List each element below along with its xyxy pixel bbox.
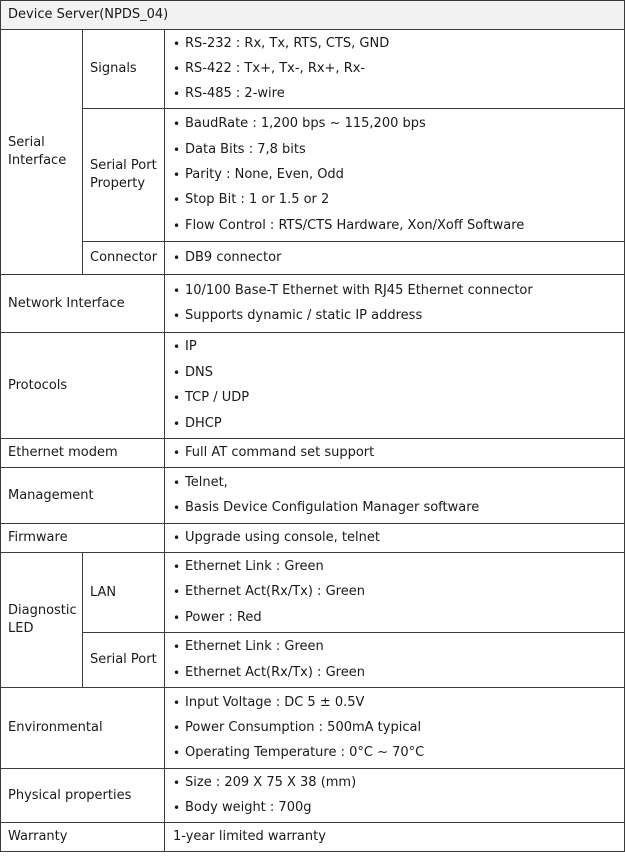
list-item: [173, 245, 624, 270]
bullet-icon: •: [173, 365, 181, 380]
lan-value: [165, 553, 625, 633]
protocols-label: Protocols: [1, 333, 165, 439]
list-item-text: Size : 209 X 75 X 38 (mm): [185, 774, 357, 790]
list-item-text: DNS: [185, 364, 213, 380]
physical-properties-value: [165, 769, 625, 823]
serial-port-label: Serial Port: [83, 633, 165, 688]
list-item-text: Power Consumption : 500mA typical: [185, 719, 422, 735]
bullet-icon: •: [173, 87, 181, 102]
list-item: [173, 112, 624, 137]
bullet-icon: •: [173, 501, 181, 516]
management-value: [165, 468, 625, 524]
network-interface-label: Network Interface: [1, 275, 165, 333]
list-item-text: RS-232 : Rx, Tx, RTS, CTS, GND: [185, 35, 390, 51]
network-interface-value: [165, 275, 625, 333]
diagnostic-led-label: Diagnostic LED: [1, 553, 83, 688]
list-item: [173, 31, 624, 56]
list-item-text: Data Bits : 7,8 bits: [185, 141, 306, 157]
list-item-text: 10/100 Base-T Ethernet with RJ45 Ethernet connector: [185, 282, 533, 298]
bullet-icon: •: [173, 665, 181, 680]
bullet-icon: •: [173, 695, 181, 710]
bullet-icon: •: [173, 530, 181, 545]
list-item: [173, 605, 624, 630]
environmental-label: Environmental: [1, 688, 165, 769]
bullet-icon: •: [173, 218, 181, 233]
bullet-icon: •: [173, 250, 181, 265]
list-item-text: Parity : None, Even, Odd: [185, 166, 344, 182]
list-item-text: Supports dynamic / static IP address: [185, 308, 423, 324]
bullet-icon: •: [173, 36, 181, 51]
bullet-icon: •: [173, 340, 181, 355]
list-item-text: Upgrade using console, telnet: [185, 529, 380, 545]
bullet-icon: •: [173, 416, 181, 431]
management-label: Management: [1, 468, 165, 524]
bullet-icon: •: [173, 445, 181, 460]
bullet-icon: •: [173, 560, 181, 575]
list-item: [173, 304, 624, 329]
list-item: [173, 496, 624, 521]
list-item: [173, 580, 624, 605]
list-item-text: RS-422 : Tx+, Tx-, Rx+, Rx-: [185, 60, 366, 76]
bullet-icon: •: [173, 775, 181, 790]
bullet-icon: •: [173, 61, 181, 76]
serial-port-value: [165, 633, 625, 688]
bullet-icon: •: [173, 720, 181, 735]
table-title: Device Server(NPDS_04): [1, 1, 625, 30]
list-item: [173, 525, 624, 550]
list-item-text: Telnet,: [185, 474, 228, 490]
list-item: [173, 770, 624, 795]
warranty-label: Warranty: [1, 823, 165, 852]
ethernet-modem-label: Ethernet modem: [1, 439, 165, 468]
list-item-text: Operating Temperature : 0°C ~ 70°C: [185, 745, 425, 761]
list-item-text: Body weight : 700g: [185, 800, 312, 816]
list-item-text: IP: [185, 339, 197, 355]
list-item-text: Full AT command set support: [185, 444, 375, 460]
bullet-icon: •: [173, 801, 181, 816]
list-item: [173, 470, 624, 495]
list-item: [173, 386, 624, 411]
list-item-text: Ethernet Link : Green: [185, 639, 324, 655]
list-item-text: Input Voltage : DC 5 ± 0.5V: [185, 694, 365, 710]
list-item: [173, 188, 624, 213]
list-item: [173, 278, 624, 303]
list-item-text: RS-485 : 2-wire: [185, 86, 285, 102]
connector-label: Connector: [83, 242, 165, 275]
physical-properties-label: Physical properties: [1, 769, 165, 823]
environmental-value: [165, 688, 625, 769]
list-item-text: Stop Bit : 1 or 1.5 or 2: [185, 192, 330, 208]
warranty-text: 1-year limited warranty: [173, 829, 326, 844]
list-item-text: TCP / UDP: [185, 390, 250, 406]
list-item-text: DHCP: [185, 415, 222, 431]
list-item: [173, 82, 624, 107]
bullet-icon: •: [173, 585, 181, 600]
list-item: [173, 440, 624, 465]
list-item-text: Ethernet Act(Rx/Tx) : Green: [185, 664, 365, 680]
warranty-value: [165, 823, 625, 852]
list-item: [173, 360, 624, 385]
list-item-text: Power : Red: [185, 609, 262, 625]
list-item: [173, 162, 624, 187]
bullet-icon: •: [173, 610, 181, 625]
list-item: [173, 56, 624, 81]
list-item: [173, 796, 624, 821]
bullet-icon: •: [173, 640, 181, 655]
serial-port-property-value: [165, 109, 625, 242]
ethernet-modem-value: [165, 439, 625, 468]
list-item: [173, 554, 624, 579]
serial-interface-label: Serial Interface: [1, 30, 83, 275]
list-item: [173, 660, 624, 685]
firmware-label: Firmware: [1, 524, 165, 553]
list-item: [173, 213, 624, 238]
list-item-text: BaudRate : 1,200 bps ~ 115,200 bps: [185, 116, 426, 132]
list-item: [173, 411, 624, 436]
bullet-icon: •: [173, 391, 181, 406]
bullet-icon: •: [173, 142, 181, 157]
list-item: [173, 741, 624, 766]
bullet-icon: •: [173, 309, 181, 324]
connector-value: [165, 242, 625, 275]
bullet-icon: •: [173, 283, 181, 298]
bullet-icon: •: [173, 475, 181, 490]
bullet-icon: •: [173, 117, 181, 132]
list-item-text: Ethernet Act(Rx/Tx) : Green: [185, 584, 365, 600]
bullet-icon: •: [173, 193, 181, 208]
lan-label: LAN: [83, 553, 165, 633]
list-item: [173, 635, 624, 660]
list-item: [173, 137, 624, 162]
list-item: [173, 690, 624, 715]
signals-label: Signals: [83, 30, 165, 109]
list-item-text: Basis Device Configulation Manager software: [185, 500, 480, 516]
signals-value: [165, 30, 625, 109]
bullet-icon: •: [173, 167, 181, 182]
serial-port-property-label: Serial Port Property: [83, 109, 165, 242]
list-item: [173, 335, 624, 360]
firmware-value: [165, 524, 625, 553]
list-item-text: Flow Control : RTS/CTS Hardware, Xon/Xoff Software: [185, 217, 525, 233]
list-item-text: Ethernet Link : Green: [185, 559, 324, 575]
list-item: [173, 715, 624, 740]
list-item-text: DB9 connector: [185, 249, 282, 265]
protocols-value: [165, 333, 625, 439]
bullet-icon: •: [173, 746, 181, 761]
